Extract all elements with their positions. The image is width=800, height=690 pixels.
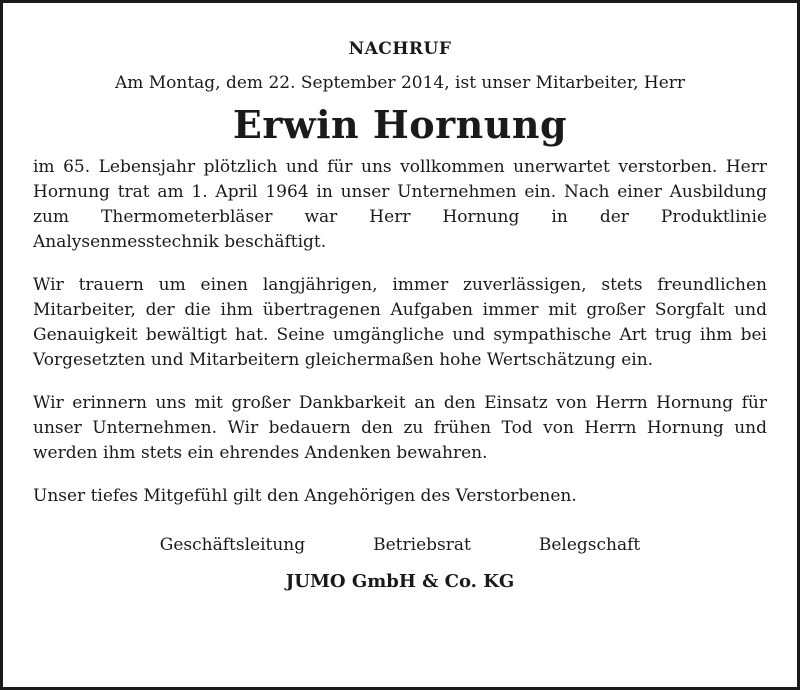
deceased-name: Erwin Hornung: [232, 102, 568, 147]
company-name: JUMO GmbH & Co. KG: [285, 571, 515, 592]
notice-content: [33, 39, 767, 592]
signatory-management: Geschäftsleitung: [159, 535, 306, 555]
signatory-works-council: Betriebsrat: [373, 535, 471, 555]
intro-line: Am Montag, dem 22. September 2014, ist unser Mitarbeiter, Herr: [114, 73, 686, 93]
paragraph-condolence: Unser tiefes Mitgefühl gilt den Angehörigen des Verstorbenen.: [33, 486, 577, 506]
paragraph-remembrance: Wir erinnern uns mit großer Dankbarkeit an den Einsatz von Herrn Hornung für unser Unternehmen. Wir bedauern den zu frühen Tod von Herrn Hornung und werden ihm stets ein ehrendes Andenken bewahren.: [33, 393, 767, 463]
signatories: [33, 535, 767, 555]
paragraph-career: im 65. Lebensjahr plötzlich und für uns vollkommen unerwartet verstorben. Herr Hornung trat am 1. April 1964 in unser Unternehmen ein. Nach einer Ausbildung zum Thermometerbläser war Herr Hornung in der Produktlinie Analysenmesstechnik beschäftigt.: [33, 157, 767, 252]
signatory-staff: Belegschaft: [538, 535, 641, 555]
paragraph-tribute: Wir trauern um einen langjährigen, immer zuverlässigen, stets freundlichen Mitarbeiter, der die ihm übertragenen Aufgaben immer mit großer Sorgfalt und Genauigkeit bewältigt hat. Seine umgängliche und sympathische Art trug ihm bei Vorgesetzten und Mitarbeitern gleichermaßen hohe Wertschätzung ein.: [33, 275, 767, 370]
notice-heading: NACHRUF: [348, 39, 452, 59]
